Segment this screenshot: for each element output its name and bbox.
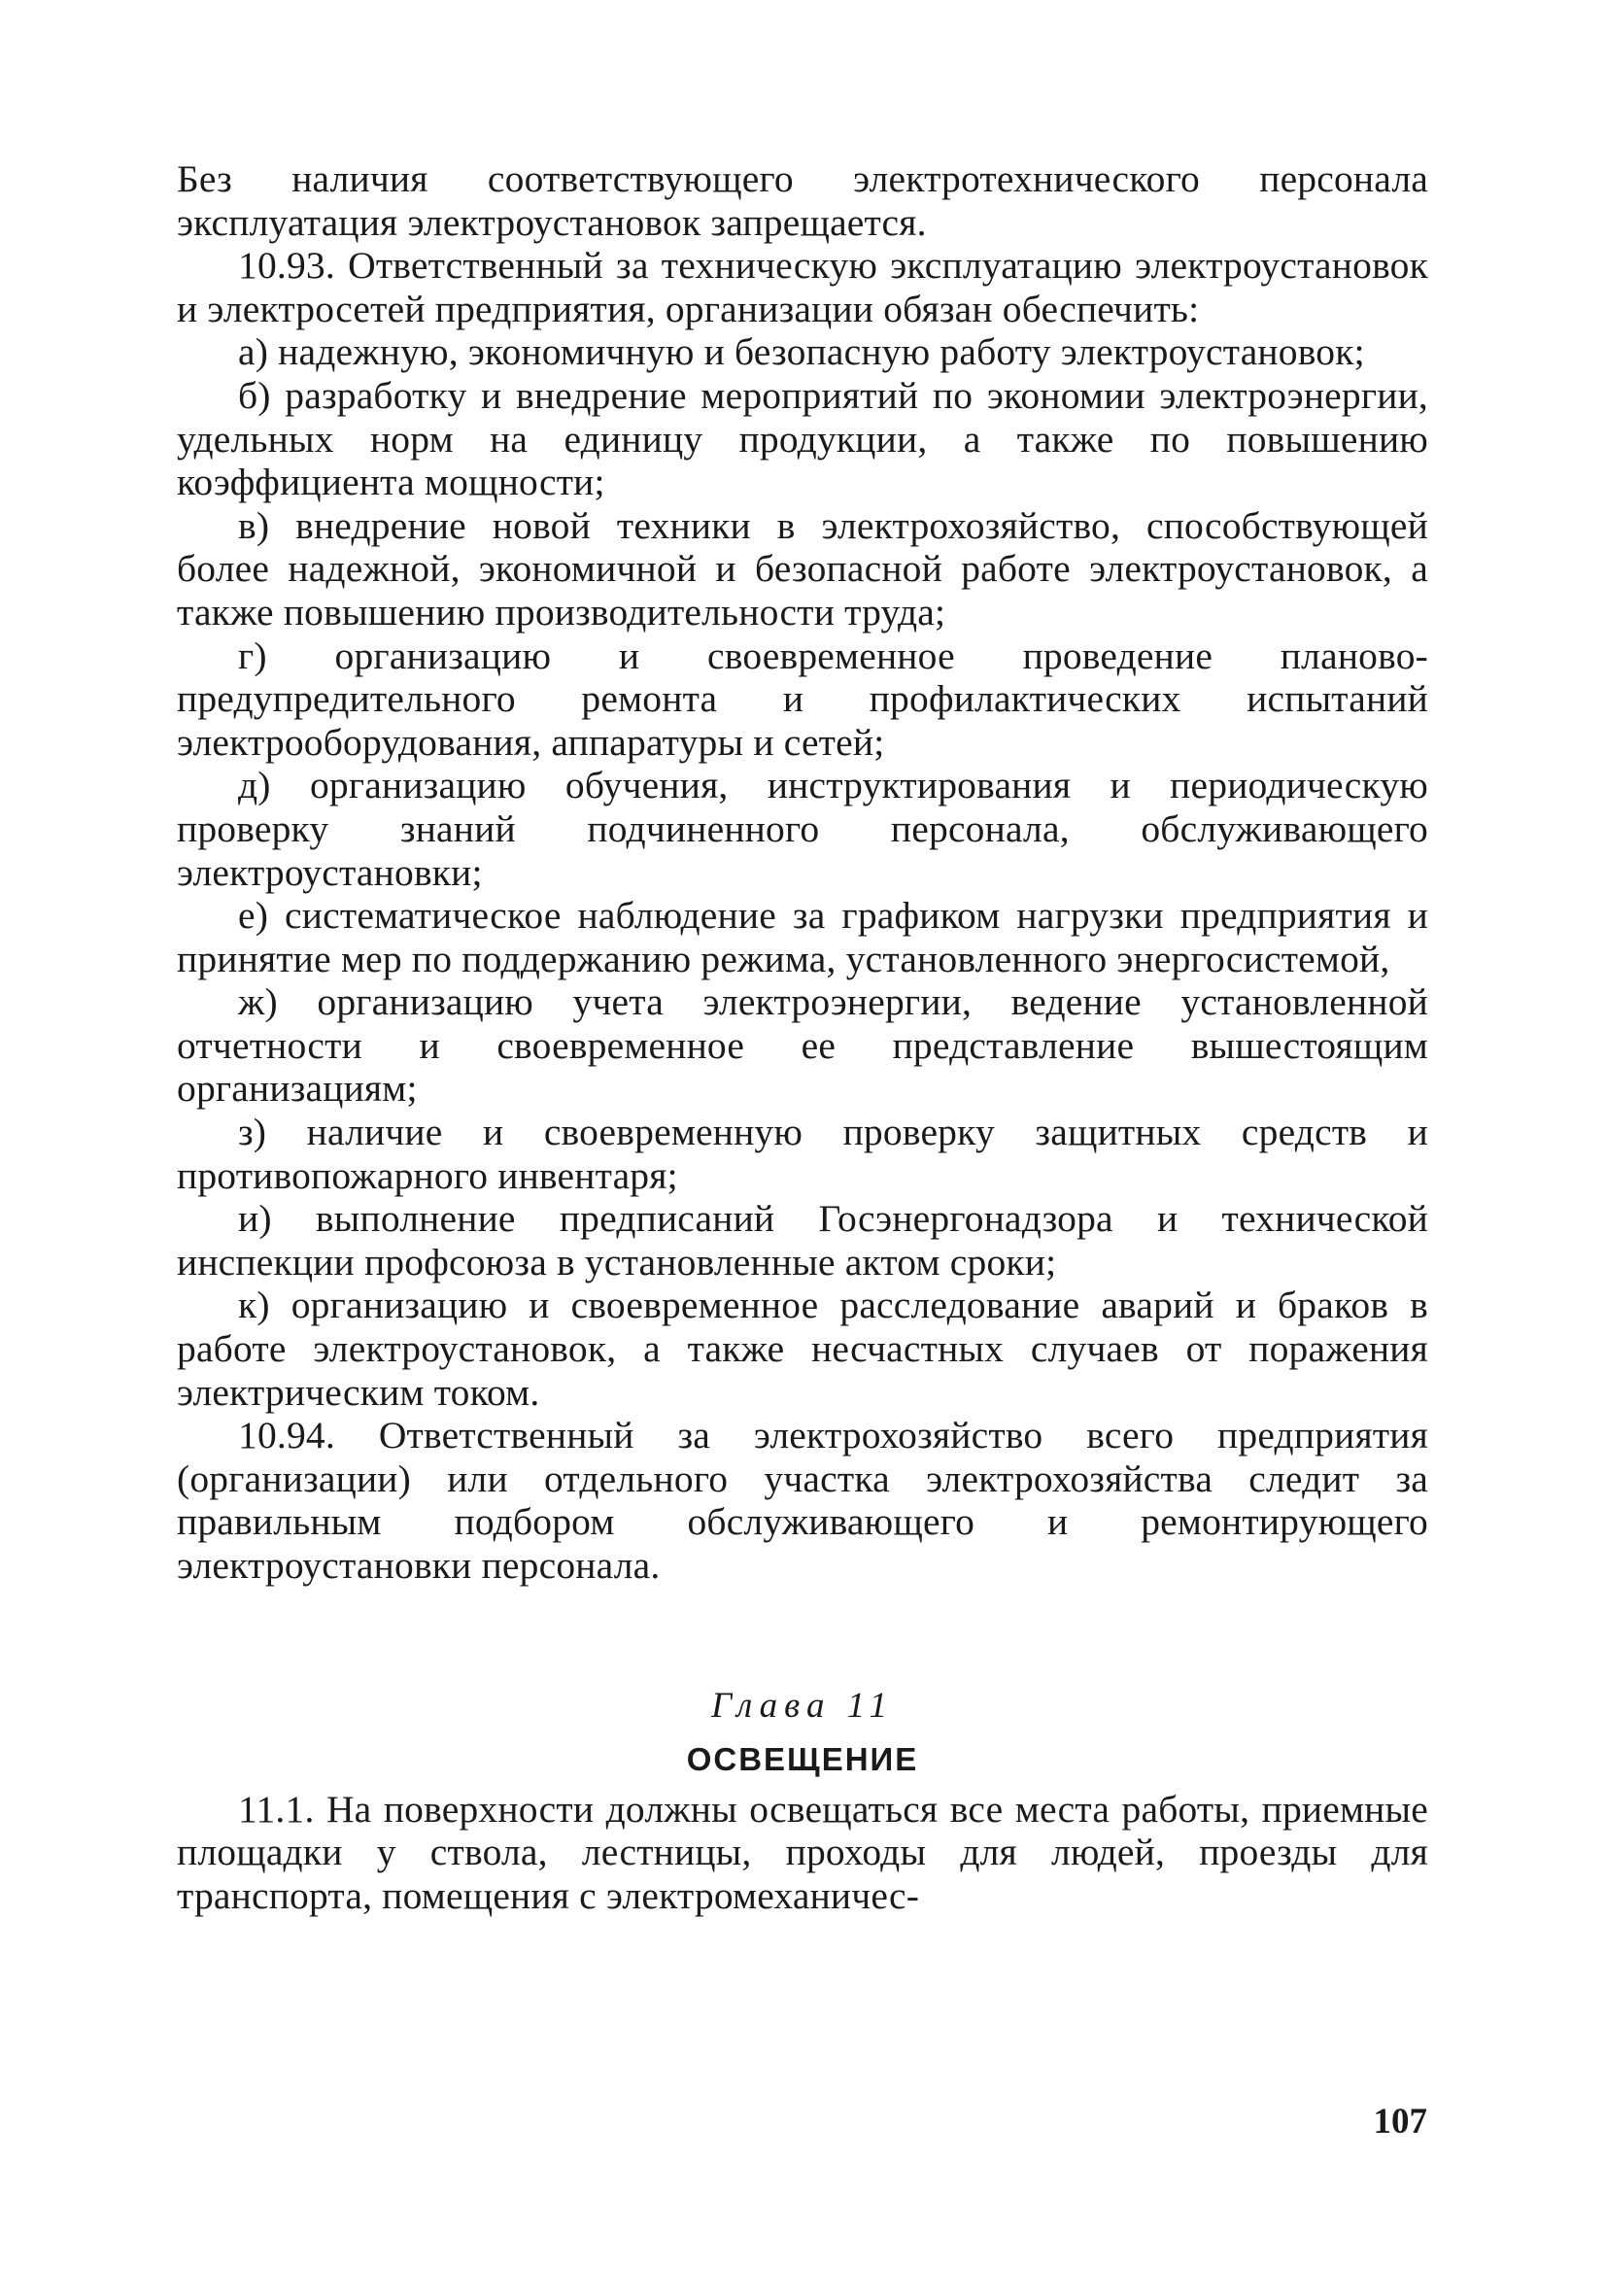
list-item: а) надежную, экономичную и безопасную работу электроустановок; — [238, 330, 1365, 374]
paragraph: 10.93. Ответственный за техническую эксплуатацию электроустановок и электросетей предприятия, организации обязан обеспечить: — [177, 244, 1428, 330]
paragraph: Без наличия соответствующего электротехнического персонала эксплуатация электроустановок запрещается. — [177, 157, 1428, 244]
chapter-title: ОСВЕЩЕНИЕ — [686, 1740, 919, 1777]
list-item: и) выполнение предписаний Госэнергонадзора и технической инспекции профсоюза в установленные актом сроки; — [177, 1197, 1428, 1284]
list-item: е) систематическое наблюдение за графиком нагрузки предприятия и принятие мер по поддержанию режима, установленного энергосистемой, — [177, 894, 1428, 980]
list-item: б) разработку и внедрение мероприятий по экономии электроэнергии, удельных норм на единицу продукции, а также по повышению коэффициента мощности; — [177, 373, 1428, 504]
list-item: з) наличие и своевременную проверку защитных средств и противопожарного инвентаря; — [177, 1111, 1428, 1197]
list-item: к) организацию и своевременное расследование аварий и браков в работе электроустановок, а также несчастных случаев от поражения электрическим током. — [177, 1284, 1428, 1414]
page-body — [177, 157, 1428, 1917]
chapter-label: Глава 11 — [711, 1685, 894, 1726]
list-item: ж) организацию учета электроэнергии, ведение установленной отчетности и своевременное ее представление вышестоящим организациям; — [177, 980, 1428, 1111]
list-item: г) организацию и своевременное проведение планово-предупредительного ремонта и профилактических испытаний электрооборудования, аппаратуры и сетей; — [177, 634, 1428, 764]
paragraph: 10.94. Ответственный за электрохозяйство всего предприятия (организации) или отдельного участка электрохозяйства следит за правильным подбором обслуживающего и ремонтирующего электроустановки персонала. — [177, 1414, 1428, 1587]
list-item: в) внедрение новой техники в электрохозяйство, способствующей более надежной, экономичной и безопасной работе электроустановок, а также повышению производительности труда; — [177, 503, 1428, 634]
paragraph: 11.1. На поверхности должны освещаться все места работы, приемные площадки у ствола, лестницы, проходы для людей, проезды для транспорта, помещения с электромеханичес- — [177, 1787, 1428, 1917]
page-number: 107 — [1373, 2102, 1427, 2142]
list-item: д) организацию обучения, инструктирования и периодическую проверку знаний подчиненного персонала, обслуживающего электроустановки; — [177, 764, 1428, 894]
